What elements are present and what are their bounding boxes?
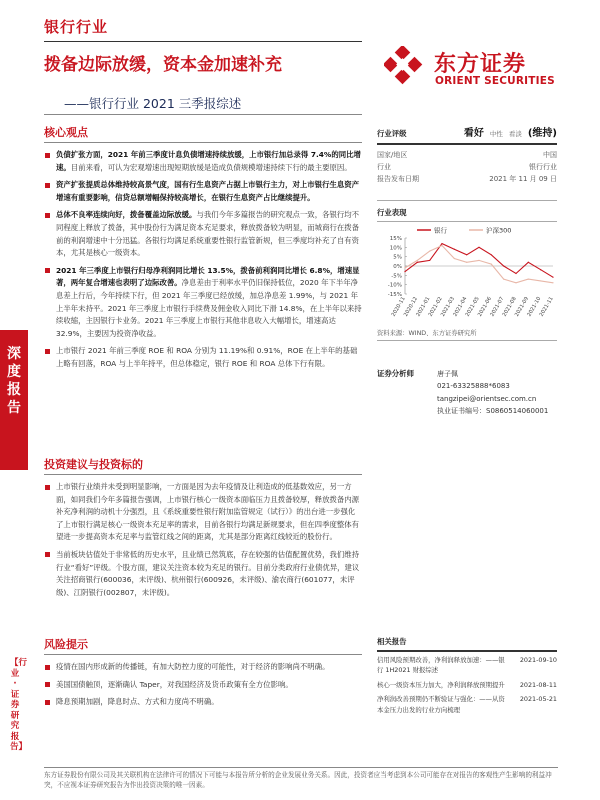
x-tick-label: 2021-02 xyxy=(427,296,444,318)
data-point xyxy=(454,258,455,259)
data-point xyxy=(404,271,405,272)
data-point xyxy=(491,264,492,265)
bullet-text: 当前板块估值处于非常低的历史水平，且业绩已然筑底，存在较强的估值配置优势，我们维持行业“看好”评级。个股方面，建议关注资本较为充足的银行。目前分类政府行业债优异，建议关注招商银行(600036，未评级)、杭州银行(600926，未评级)、渝农商行(601077，未评级)、江阴银行(002807，未评级)。 xyxy=(56,549,360,597)
related-report-title[interactable]: 核心一级资本压力加大，净利润释放预期提升 xyxy=(377,680,505,689)
bullet-text: 净息差由于利率水平仍旧保持低位，2020 年下半年净息差上行后，今年持续下行，但 2021 年三季度已经放缓，加总净息差 1.99%，与 2021 年上半年未持平。2021 年三季度上市银行手续费及佣金收入同比下滑 14.8%，在上半年以来持续收缩，主因银行卡业务。2021 年三季度上市银行其他非息收入大幅增长，增速高达 32.9%，主要因为投资净收益。 xyxy=(56,278,362,338)
related-reports-panel xyxy=(377,636,557,715)
list-item xyxy=(44,149,362,174)
rating-status: (维持) xyxy=(527,128,557,139)
y-tick-label: -10% xyxy=(387,282,402,289)
sector-title: 银行行业 xyxy=(44,18,109,36)
data-point xyxy=(552,277,553,278)
info-row xyxy=(377,173,557,185)
bullet-text: 上市银行业绩并未受到明显影响，一方面是因为去年疫情及让利造成的低基数效应，另一方面，如同我们今年多篇报告强调，上市银行核心一级资本面临压力且拨备较厚，释放拨备内源补充净利润的动机十分强烈，且《系统重要性银行附加监管规定（试行）》的出台进一步强化了上市银行满足核心一级资本充足率的需求，目前各银行均满足新规要求，但在四季度整体有望进一步提高资本充足率与监管红线之间的距离，尤其是部分距离红线较近的股份行。 xyxy=(56,482,360,542)
related-report-title[interactable]: 信用风险预期改善，净利润释放加速：——银行 1H2021 财报综述 xyxy=(377,655,505,674)
core-views-section xyxy=(44,124,362,376)
rating-option-negative: 看淡 xyxy=(508,130,522,138)
footer-disclaimer: 东方证券股份有限公司及其关联机构在法律许可的情况下可能与本报告所分析的企业发展业务关系。因此，投资者应当考虑到本公司可能存在对报告的客观性产生影响的利益冲突，不应视本证券研究报告为作出投资决策的唯一因素。 xyxy=(44,771,552,789)
performance-chart xyxy=(377,224,557,326)
y-tick-label: -5% xyxy=(391,273,402,280)
legend-label: 银行 xyxy=(434,226,447,235)
core-views-divider xyxy=(44,142,362,143)
x-tick-label: 2021-04 xyxy=(452,296,469,318)
x-tick-label: 2021-07 xyxy=(489,296,506,318)
data-point xyxy=(540,269,541,270)
bullet-bold-text: 2021 年三季度上市银行归母净利润同比增长 13.5%，拨备前利润同比增长 6.8%，增速显著，两年复合增速也表明了边际改善。 xyxy=(56,265,360,288)
bullet-bold-text: 负债扩张方面，2021 年前三季度计息负债增速持续放缓，上市银行加总录得 7.4%的同比增速。 xyxy=(56,150,361,172)
risk-divider xyxy=(44,654,362,655)
x-tick-label: 2020-11 xyxy=(390,296,407,318)
related-report-item[interactable] xyxy=(377,655,557,676)
info-key: 国家/地区 xyxy=(377,150,408,159)
risk-list xyxy=(44,661,362,709)
info-row xyxy=(377,149,557,161)
x-tick-label: 2020-12 xyxy=(403,296,420,318)
data-point xyxy=(503,278,504,279)
list-item xyxy=(44,549,362,599)
info-key: 行业 xyxy=(377,162,391,171)
related-report-title[interactable]: 净利润改善预期仍不断验证与强化：——从资本金压力出发的行业方向梳理 xyxy=(377,695,505,714)
data-point xyxy=(429,250,430,251)
core-views-heading: 核心观点 xyxy=(44,126,88,139)
related-report-date: 2021-09-10 xyxy=(519,655,557,664)
analyst-email[interactable]: tangzipei@orientsec.com.cn xyxy=(437,394,537,403)
logo-chinese-name: 东方证券 xyxy=(434,52,527,77)
bullet-bold-text: 总体不良率连续向好，拨备覆盖边际放缓。 xyxy=(56,210,197,220)
investment-section xyxy=(44,456,362,604)
sidebar-report-type xyxy=(0,345,28,417)
data-point xyxy=(491,254,492,255)
data-point xyxy=(441,243,442,244)
rating-option-neutral: 中性 xyxy=(489,130,503,138)
core-views-list xyxy=(44,149,362,371)
x-tick-label: 2021-11 xyxy=(538,296,555,318)
data-point xyxy=(417,262,418,263)
performance-heading: 行业表现 xyxy=(377,208,407,217)
header-divider xyxy=(44,41,362,42)
chart-source-divider xyxy=(377,340,557,341)
related-reports-heading: 相关报告 xyxy=(377,637,407,646)
list-item xyxy=(44,679,362,692)
data-point xyxy=(429,260,430,261)
analyst-name: 唐子佩 xyxy=(437,370,458,378)
analyst-panel xyxy=(377,368,557,418)
report-title: 拨备边际放缓，资本金加速补充 xyxy=(44,55,282,75)
risk-heading: 风险提示 xyxy=(44,638,88,651)
info-key: 报告发布日期 xyxy=(377,174,419,183)
list-item xyxy=(44,265,362,341)
list-item xyxy=(44,345,362,370)
data-point xyxy=(466,254,467,255)
list-item xyxy=(44,696,362,709)
data-point xyxy=(528,262,529,263)
performance-top-divider xyxy=(377,200,557,201)
bullet-text: 疫情在国内形成新的传播链，有加大防控力度的可能性，对于经济的影响尚不明确。 xyxy=(56,662,330,671)
bullet-text: 与我们今年多篇报告的研究观点一致，各银行均不同程度上释放了拨备，其中股份行为满足资本充足要求，释放拨备较为明显，而城商行在拨备前的利润增速中十分迅猛。各银行均满足系统重要性银行监管新规，但三季度均补充了自有资本，尤其是核心一级资本。 xyxy=(56,210,360,258)
rating-divider xyxy=(377,143,557,145)
company-logo xyxy=(384,42,574,98)
report-subtitle: ——银行行业 2021 三季报综述 xyxy=(64,96,242,111)
list-item xyxy=(44,661,362,674)
rating-panel xyxy=(377,124,557,185)
bullet-text: 目前来看，可认为宏观增速出现短期放缓是造成负债规模增速持续下行的最主要原因。 xyxy=(70,162,352,172)
x-tick-label: 2021-05 xyxy=(464,296,481,318)
analyst-label: 证券分析师 xyxy=(377,369,414,378)
data-point xyxy=(540,280,541,281)
risk-section xyxy=(44,636,362,714)
list-item xyxy=(44,481,362,544)
data-point xyxy=(478,247,479,248)
investment-list xyxy=(44,481,362,599)
data-point xyxy=(454,249,455,250)
rating-value: 看好 xyxy=(463,128,484,139)
sidebar-label: 深度报告 xyxy=(7,346,21,416)
bullet-text: 上市银行 2021 年前三季度 ROE 和 ROA 分别为 11.19%和 0.91%，ROE 在上半年的基础上略有回落，ROA 与上半年持平，但总体稳定，银行 ROE 和 ROA 总体下行有限。 xyxy=(56,346,358,368)
data-point xyxy=(404,267,405,268)
x-tick-label: 2021-08 xyxy=(501,296,518,318)
data-point xyxy=(417,260,418,261)
rating-label: 行业评级 xyxy=(377,129,407,138)
data-point xyxy=(478,260,479,261)
orient-securities-logo-icon xyxy=(384,46,428,90)
chart-source: 资料来源：WIND、东方证券研究所 xyxy=(377,330,477,337)
x-tick-label: 2021-10 xyxy=(526,296,543,318)
list-item xyxy=(44,179,362,204)
data-point xyxy=(528,278,529,279)
bullet-text: 美国国债触顶，逐渐确认 Taper，对我国经济及货币政策有全方位影响。 xyxy=(56,679,293,689)
x-tick-label: 2021-03 xyxy=(440,296,457,318)
sidebar-bottom-label xyxy=(2,658,28,753)
bullet-text: 降息预期加剧，降息时点、方式和力度尚不明确。 xyxy=(56,697,219,707)
y-tick-label: 5% xyxy=(393,254,402,261)
data-point xyxy=(515,282,516,283)
logo-english-name: ORIENT SECURITIES xyxy=(435,75,555,87)
info-value: 中国 xyxy=(543,150,557,159)
y-tick-label: 15% xyxy=(389,236,402,242)
related-report-date: 2021-08-11 xyxy=(519,680,557,689)
legend-label: 沪深300 xyxy=(486,226,512,235)
data-point xyxy=(441,245,442,246)
related-report-date: 2021-05-21 xyxy=(519,695,557,703)
y-tick-label: -15% xyxy=(387,292,402,298)
performance-panel xyxy=(377,200,557,341)
x-tick-label: 2021-06 xyxy=(477,296,494,318)
data-point xyxy=(466,262,467,263)
footer-divider xyxy=(44,767,558,768)
related-report-item[interactable] xyxy=(377,680,557,691)
list-item xyxy=(44,209,362,259)
info-value: 2021 年 11 月 09 日 xyxy=(489,174,557,183)
related-report-item[interactable] xyxy=(377,694,557,715)
sidebar-bottom-text: 【行业 · 证券研究报告】 xyxy=(10,658,28,752)
investment-divider xyxy=(44,474,362,475)
performance-divider xyxy=(377,221,557,222)
y-tick-label: 10% xyxy=(389,245,402,252)
info-value: 银行行业 xyxy=(529,162,557,171)
bullet-bold-text: 资产扩张提质总体维持较高景气度，国有行生息资产占据上市银行主力，对上市银行生息资产增速有重要影响，信贷总额增幅保持较高增长，在银行生息资产占比继续提升。 xyxy=(56,180,360,202)
analyst-license: 执业证书编号：S0860514060001 xyxy=(437,407,549,416)
investment-heading: 投资建议与投资标的 xyxy=(44,458,143,471)
x-tick-label: 2021-09 xyxy=(514,296,531,318)
info-row xyxy=(377,161,557,173)
analyst-phone: 021-63325888*6083 xyxy=(437,382,510,391)
data-point xyxy=(515,273,516,274)
data-point xyxy=(552,282,553,283)
title-divider xyxy=(44,114,362,115)
related-divider xyxy=(377,650,557,652)
x-tick-label: 2021-01 xyxy=(415,296,432,318)
y-tick-label: 0% xyxy=(393,264,402,270)
data-point xyxy=(503,265,504,266)
